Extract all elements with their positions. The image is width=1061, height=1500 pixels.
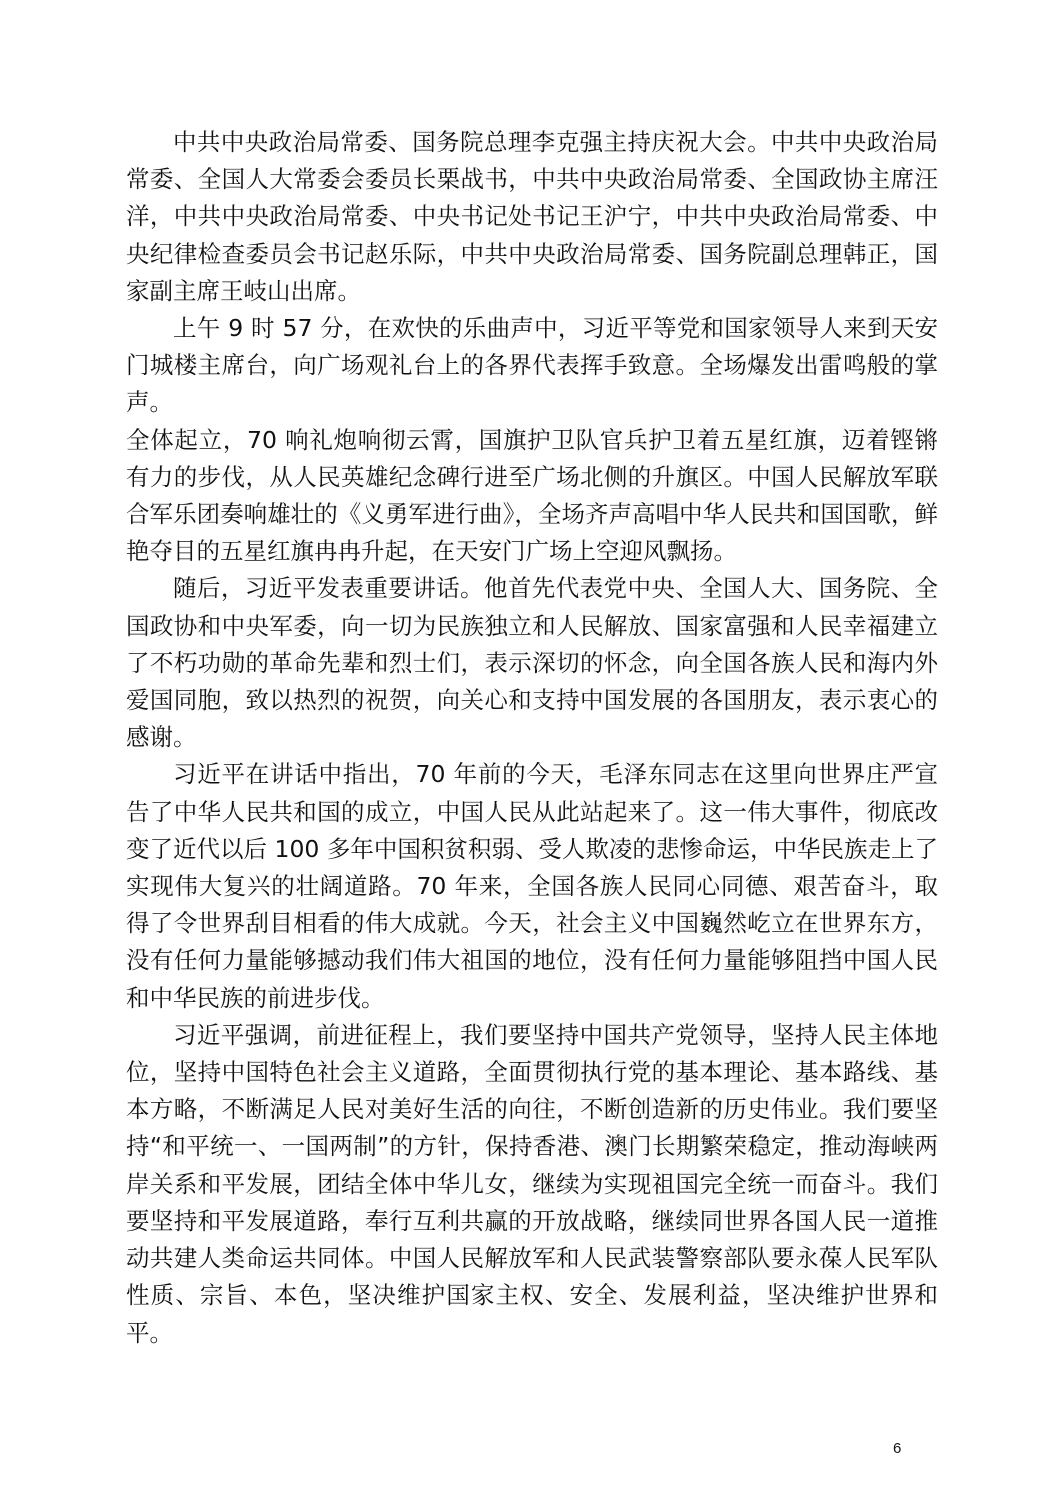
paragraph-3: 全体起立，70 响礼炮响彻云霄，国旗护卫队官兵护卫着五星红旗，迈着铿锵有力的步伐，从人民英雄纪念碑行进至广场北侧的升旗区。中国人民解放军联合军乐团奏响雄壮的《义勇军进行曲》，全场齐声高唱中华人民共和国国歌，鲜艳夺目的五星红旗冉冉升起，在天安门广场上空迎风飘扬。 xyxy=(126,425,938,566)
paragraph-4: 随后，习近平发表重要讲话。他首先代表党中央、全国人大、国务院、全国政协和中央军委，向一切为民族独立和人民解放、国家富强和人民幸福建立了不朽功勋的革命先辈和烈士们，表示深切的怀念，向全国各族人民和海内外爱国同胞，致以热烈的祝贺，向关心和支持中国发展的各国朋友，表示衷心的感谢。 xyxy=(126,574,938,752)
paragraph-2: 上午 9 时 57 分，在欢快的乐曲声中，习近平等党和国家领导人来到天安门城楼主席台，向广场观礼台上的各界代表挥手致意。全场爆发出雷鸣般的掌声。 xyxy=(126,314,938,417)
paragraph-1: 中共中央政治局常委、国务院总理李克强主持庆祝大会。中共中央政治局常委、全国人大常委会委员长栗战书，中共中央政治局常委、全国政协主席汪洋，中共中央政治局常委、中央书记处书记王沪宁，中共中央政治局常委、中央纪律检查委员会书记赵乐际，中共中央政治局常委、国务院副总理韩正，国家副主席王岐山出席。 xyxy=(126,128,938,305)
paragraph-5: 习近平在讲话中指出，70 年前的今天，毛泽东同志在这里向世界庄严宣告了中华人民共和国的成立，中国人民从此站起来了。这一伟大事件，彻底改变了近代以后 100 多年中国积贫积弱、受人欺凌的悲惨命运，中华民族走上了实现伟大复兴的壮阔道路。70 年来，全国各族人民同心同德、艰苦奋斗，取得了令世界刮目相看的伟大成就。今天，社会主义中国巍然屹立在世界东方，没有任何力量能够撼动我们伟大祖国的地位，没有任何力量能够阻挡中国人民和中华民族的前进步伐。 xyxy=(126,760,938,1012)
page-number: 6 xyxy=(893,1440,902,1457)
document-body xyxy=(126,124,938,1352)
paragraph-6: 习近平强调，前进征程上，我们要坚持中国共产党领导，坚持人民主体地位，坚持中国特色社会主义道路，全面贯彻执行党的基本理论、基本路线、基本方略，不断满足人民对美好生活的向往，不断创造新的历史伟业。我们要坚持“和平统一、一国两制”的方针，保持香港、澳门长期繁荣稳定，推动海峡两岸关系和平发展，团结全体中华儿女，继续为实现祖国完全统一而奋斗。我们要坚持和平发展道路，奉行互利共赢的开放战略，继续同世界各国人民一道推动共建人类命运共同体。中国人民解放军和人民武装警察部队要永葆人民军队性质、宗旨、本色，坚决维护国家主权、安全、发展利益，坚决维护世界和平。 xyxy=(126,1020,938,1347)
